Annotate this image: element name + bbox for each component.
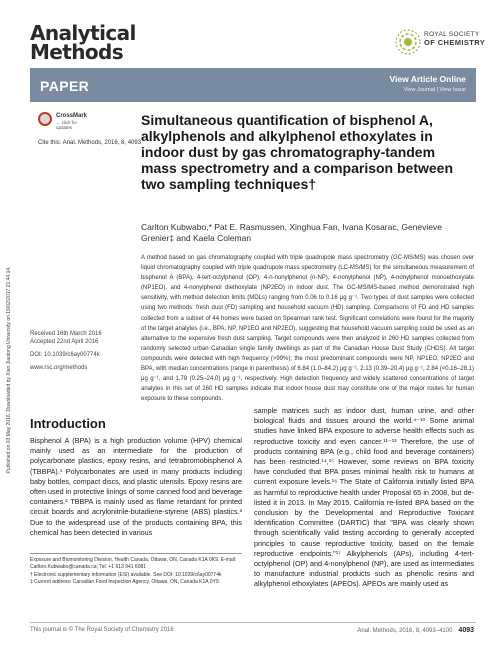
side-note-text: Published on 03 May 2016. Downloaded by Xian Jiaotong University on 19/02/2017 21:44:14. [6,266,12,474]
footer-citation [357,627,474,634]
section-label: PAPER [40,78,90,94]
doi[interactable]: DOI: 10.1039/c6ay00774k [30,352,100,358]
crossmark-label: CrossMark [56,113,88,119]
article-title: Simultaneous quantification of bisphenol A, alkylphenols and alkylphenol ethoxylates in indoor dust by gas chromatography-tandem mass spectrometry and a comparison between two sampling techniques† [141,112,453,192]
footnote-divider [30,553,242,554]
footnotes [30,557,242,587]
crossmark-icon [38,112,52,126]
footnote-address: ‡ Current address: Canadian Food Inspection Agency, Ottawa, ON, Canada K1A 0Y9. [30,579,221,586]
view-journal-issue-link[interactable]: View Journal | View Issue [403,87,466,93]
author-list: Carlton Kubwabo,* Pat E. Rasmussen, Xinghua Fan, Ivana Kosarac, Genevieve Grenier‡ and Kaela Coleman [141,222,442,243]
journal-title-line2: Methods [30,40,124,64]
footnote-esi: † Electronic supplementary information (ESI) available. See DOI: 10.1039/c6ay00774k [30,571,222,578]
page-number: 4093 [458,627,474,634]
footnote-affiliation: Exposure and Biomonitoring Division, Health Canada, Ottawa, ON, Canada K1A 0K9. E-mail: Carlton.Kubwabo@canada.ca; Tel: +1 613 941 6081 [30,557,237,570]
journal-url[interactable]: www.rsc.org/methods [30,365,88,371]
received-date: Received 16th March 2016 [30,331,102,337]
crossmark-sub: ← click for updates [56,120,78,130]
intro-paragraph-left: Bisphenol A (BPA) is a high production volume (HPV) chemical mainly used as an intermediate for the production of polycarbonate plastics, epoxy resins, and tetrabromobisphenol A (TBBPA).¹ Polycarbonates are used in many products including baby bottles, compact discs, and plastic utensils. Epoxy resins are often used in protective linings of some canned food and beverage containers.² TBBPA is mainly used as flame retardant for printed circuit boards and acrylonitrile-butadiene-styrene (ABS) plastics.³ Due to the widespread use of the products containing BPA, this chemical has been detected in various [30,436,242,537]
intro-paragraph-right: sample matrices such as indoor dust, human urine, and other biological fluids and tissues around the world.⁴⁻¹⁰ Some animal studies have linked BPA exposure to adverse health effects such as reproductive toxicity and even cancer.¹¹⁻¹³ Therefore, the use of products containing BPA (e.g., child food and beverage containers) has been restricted.¹⁴,¹⁵ However, some reviews on BPA toxicity have concluded that BPA poses minimal health risk to humans at current exposure levels.¹⁶ The State of California initially listed BPA as harmful to reproductive health under Proposal 65 in 2008, but de-listed it in 2013. In May 2015, California re-listed BPA based on the conclusion by the Developmental and Reproductive Toxicant Identification Committee (DARTIC) that "BPA was clearly shown through scientifically valid testing according to generally accepted principles to cause reproductive toxicity, based on the female reproductive endpoints."¹⁷ Alkylphenols (APs), including 4-tert-octylphenol (OP) and 4-nonylphenol (NP), are used as intermediates to manufacture industrial products such as phenolic resins and alkylphenol ethoxylates (APEOs). APEOs are mainly used as [254,406,474,589]
side-publication-note [4,130,14,610]
accepted-date: Accepted 22nd April 2016 [30,339,99,345]
journal-title-line1: Analytical [30,21,136,45]
publisher-line2: OF CHEMISTRY [424,38,486,47]
view-article-online-link[interactable]: View Article Online [389,74,466,84]
crossmark-badge[interactable] [38,112,88,132]
publisher-name [424,31,485,47]
journal-title [30,21,136,64]
dates [30,330,102,346]
cite-line: Cite this: Anal. Methods, 2016, 8, 4093 [38,140,142,146]
abstract: A method based on gas chromatography coupled with triple quadrupole mass spectrometry (GC-MS/MS) was chosen over liquid chromatography coupled with triple quadrupole mass spectrometry (LC-MS/MS) for the simultaneous measurement of bisphenol A (BPA), 4-tert-octylphenol (OP), 4-n-nonylphenol (n-NP), 4-nonylphenol (NP), 4-nonylphenol monoethoxylate (NP1EO), and 4-nonylphenol diethoxylate (NP2EO) in indoor dust. The GC-MS/MS-based method demonstrated high sensitivity, with method detection limits (MDLs) ranging from 0.06 to 0.16 μg g⁻¹. Two types of dust samples were collected using two methods: fresh dust (FD) sampling and household vacuum (HD) sampling. Comparisons of FD and HD samples collected from a subset of 44 homes were based on Spearman rank test. Significant correlations were found for the majority of the target analytes (i.e., BPA, NP, NP1EO and NP2EO), suggesting that household vacuum sampling could be used as an alternative to the expensive fresh dust sampling. Target compounds were then analyzed in 260 HD samples collected from randomly selected urban Canadian single family dwellings as part of the Canadian House Dust Study (CHDS). All target compounds were detected with high frequency (>99%); the most predominant compounds were NP, NP1EO, NP2EO and BPA, with median concentrations (range in parenthesis) of 6.84 (1.0–84.2) μg g⁻¹, 2.13 (0.39–20.4) μg g⁻¹, 2.84 (<0.16–28.1) μg g⁻¹, and 1.78 (0.25–24.0) μg g⁻¹, respectively. High detection frequency and widely scattered concentrations of target analytes in this set of 260 HD samples indicate that indoor house dust may constitute one of the major routes for human exposure to these compounds. [141,255,474,403]
publisher-line1: ROYAL SOCIETY [424,31,480,38]
section-heading-introduction: Introduction [30,416,106,431]
footer-divider [30,622,476,623]
footer-copyright: This journal is © The Royal Society of Chemistry 2016 [30,627,174,633]
article-banner [30,68,476,102]
footer-cite: Anal. Methods, 2016, 8, 4093–4100 [357,628,453,634]
